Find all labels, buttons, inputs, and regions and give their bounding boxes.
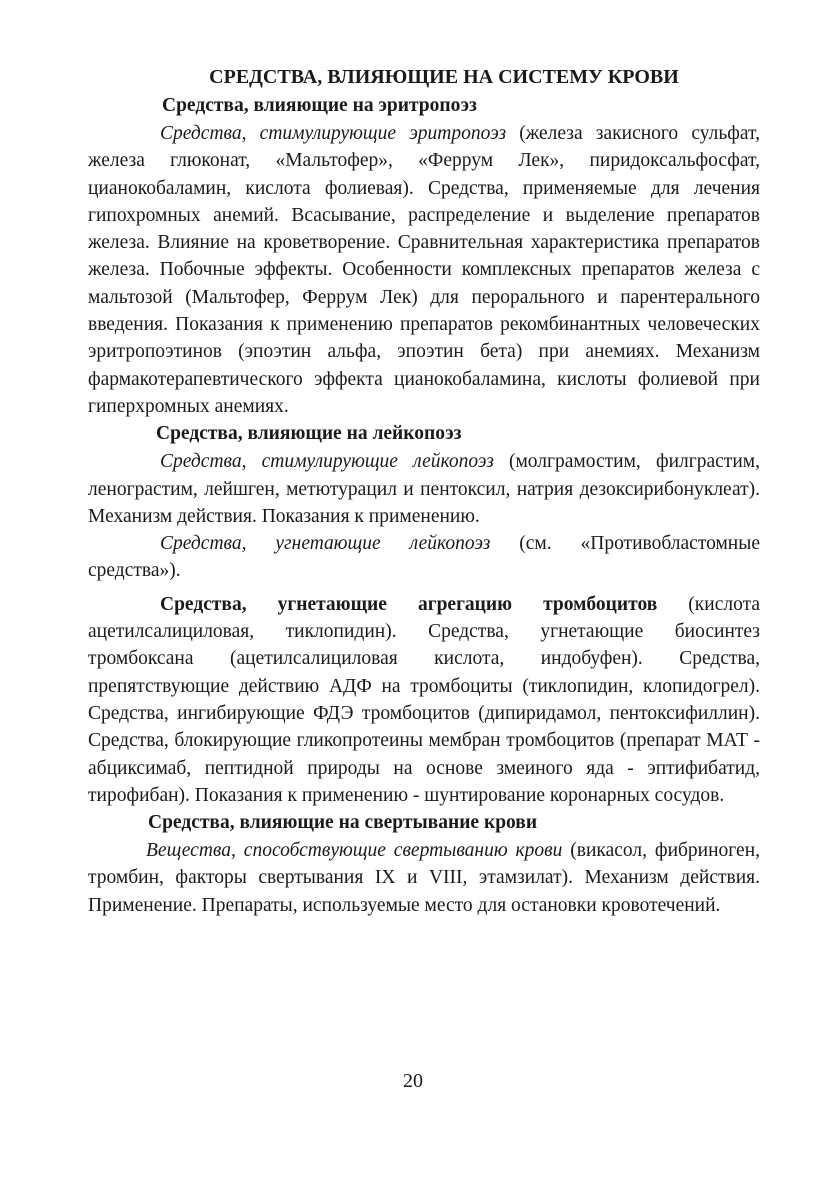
section-heading-coagulation: Средства, влияющие на свертывание крови <box>148 812 538 834</box>
paragraph-coagulation <box>88 837 760 919</box>
section-heading-erythropoiesis: Средства, влияющие на эритропоэз <box>162 95 477 116</box>
paragraph-text: (железа закисного сульфат, железа глюконат, «Мальтофер», «Феррум Лек», пиридоксальфосфат, цианокобаламин, кислота фолиевая). Средства, применяемые для лечения гипохромных анемий. Всасывание, распределение и выделение препаратов железа. Влияние на кроветворение. Сравнительная характеристика препаратов железа. Побочные эффекты. Особенности комплексных препаратов железа с мальтозой (Мальтофер, Феррум Лек) для перорального и парентерального введения. Показания к применению препаратов рекомбинантных человеческих эритропоэтинов (эпоэтин альфа, эпоэтин бета) при анемиях. Механизм фармакотерапевтического эффекта цианокобаламина, кислоты фолиевой при гиперхромных анемиях. <box>88 123 760 417</box>
paragraph-text: (викасол, фибриноген, тромбин, факторы свертывания IX и VIII, этамзилат). Механизм действия. Применение. Препараты, используемые место для остановки кровотечений. <box>88 840 761 916</box>
paragraph-platelet-aggregation <box>88 591 760 809</box>
paragraph-erythropoiesis <box>88 120 760 420</box>
paragraph-text: (кислота ацетилсалициловая, тиклопидин). Средства, угнетающие биосинтез тромбоксана (ацетилсалициловая кислота, индобуфен). Средства, препятствующие действию АДФ на тромбоциты (тиклопидин, клопидогрел). Средства, ингибирующие ФДЭ тромбоцитов (дипиридамол, пентоксифиллин). Средства, блокирующие гликопротеины мембран тромбоцитов (препарат МАТ - абциксимаб, пептидной природы на основе змеиного яда - эптифибатид, тирофибан). Показания к применению - шунтирование коронарных сосудов. <box>88 593 760 806</box>
paragraph-text: (см. «Противобластомные средства»). <box>88 533 760 582</box>
paragraph-lead-italic: Вещества, способствующие свертыванию крови <box>146 840 563 862</box>
paragraph-lead-italic: Средства, стимулирующие лейкопоэз <box>160 451 494 473</box>
paragraph-leukopoiesis-inhibiting <box>88 530 760 585</box>
paragraph-text: (молграмостим, филграстим, ленограстим, лейшген, метютурацил и пентоксил, натрия дезоксирибонуклеат). Механизм действия. Показания к применению. <box>88 451 760 527</box>
section-heading-leukopoiesis: Средства, влияющие на лейкопоэз <box>156 423 462 445</box>
paragraph-leukopoiesis-stimulating <box>88 448 760 530</box>
document-page <box>88 62 760 919</box>
paragraph-lead-bold: Средства, угнетающие агрегацию тромбоцитов <box>160 593 658 615</box>
page-title: СРЕДСТВА, ВЛИЯЮЩИЕ НА СИСТЕМУ КРОВИ <box>209 66 679 88</box>
paragraph-lead-italic: Средства, стимулирующие эритропоэз <box>160 123 507 144</box>
page-number: 20 <box>403 1070 423 1092</box>
paragraph-lead-italic: Средства, угнетающие лейкопоэз <box>160 533 491 555</box>
